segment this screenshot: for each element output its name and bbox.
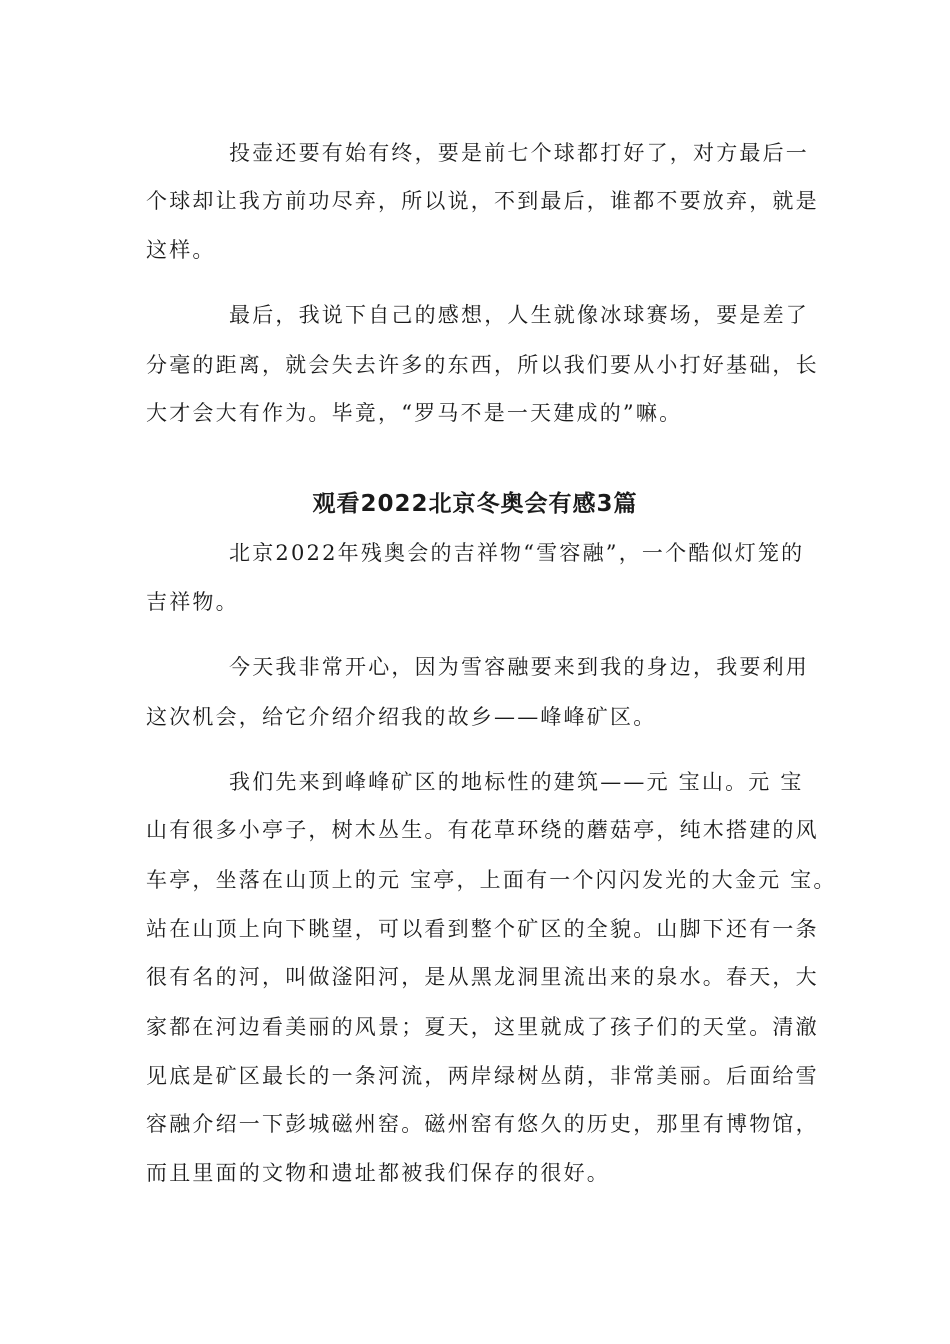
paragraph-1-line-1: 投壶还要有始有终，要是前七个球都打好了，对方最后一 [229, 141, 809, 165]
section-title: 观看2022北京冬奥会有感3篇 [312, 491, 638, 517]
paragraph-2-line-3: 大才会大有作为。毕竟，“罗马不是一天建成的”嘛。 [146, 401, 683, 425]
paragraph-5-line-4: 站在山顶上向下眺望，可以看到整个矿区的全貌。山脚下还有一条 [146, 917, 819, 941]
paragraph-1-line-3: 这样。 [146, 238, 216, 262]
paragraph-5-line-2: 山有很多小亭子，树木丛生。有花草环绕的蘑菇亭，纯木搭建的风 [146, 818, 819, 842]
paragraph-4-line-2: 这次机会，给它介绍介绍我的故乡——峰峰矿区。 [146, 705, 657, 729]
paragraph-5-line-1: 我们先来到峰峰矿区的地标性的建筑——元 宝山。元 宝 [229, 770, 804, 794]
paragraph-5-line-7: 见底是矿区最长的一条河流，两岸绿树丛荫，非常美丽。后面给雪 [146, 1064, 819, 1088]
paragraph-5-line-3: 车亭，坐落在山顶上的元 宝亭，上面有一个闪闪发光的大金元 宝。 [146, 868, 837, 892]
paragraph-2-line-2: 分毫的距离，就会失去许多的东西，所以我们要从小打好基础，长 [146, 353, 819, 377]
paragraph-5-line-5: 很有名的河，叫做滏阳河，是从黑龙洞里流出来的泉水。春天，大 [146, 965, 819, 989]
paragraph-4-line-1: 今天我非常开心，因为雪容融要来到我的身边，我要利用 [229, 655, 809, 679]
paragraph-5-line-8: 容融介绍一下彭城磁州窑。磁州窑有悠久的历史，那里有博物馆， [146, 1112, 819, 1136]
paragraph-5-line-9: 而且里面的文物和遗址都被我们保存的很好。 [146, 1161, 610, 1185]
paragraph-2-line-1: 最后，我说下自己的感想，人生就像冰球赛场，要是差了 [229, 303, 809, 327]
paragraph-3-line-2: 吉祥物。 [146, 590, 239, 614]
paragraph-3-line-1: 北京2022年残奥会的吉祥物“雪容融”，一个酷似灯笼的 [229, 541, 805, 565]
paragraph-1-line-2: 个球却让我方前功尽弃，所以说，不到最后，谁都不要放弃，就是 [146, 189, 819, 213]
paragraph-5-line-6: 家都在河边看美丽的风景；夏天，这里就成了孩子们的天堂。清澈 [146, 1015, 819, 1039]
